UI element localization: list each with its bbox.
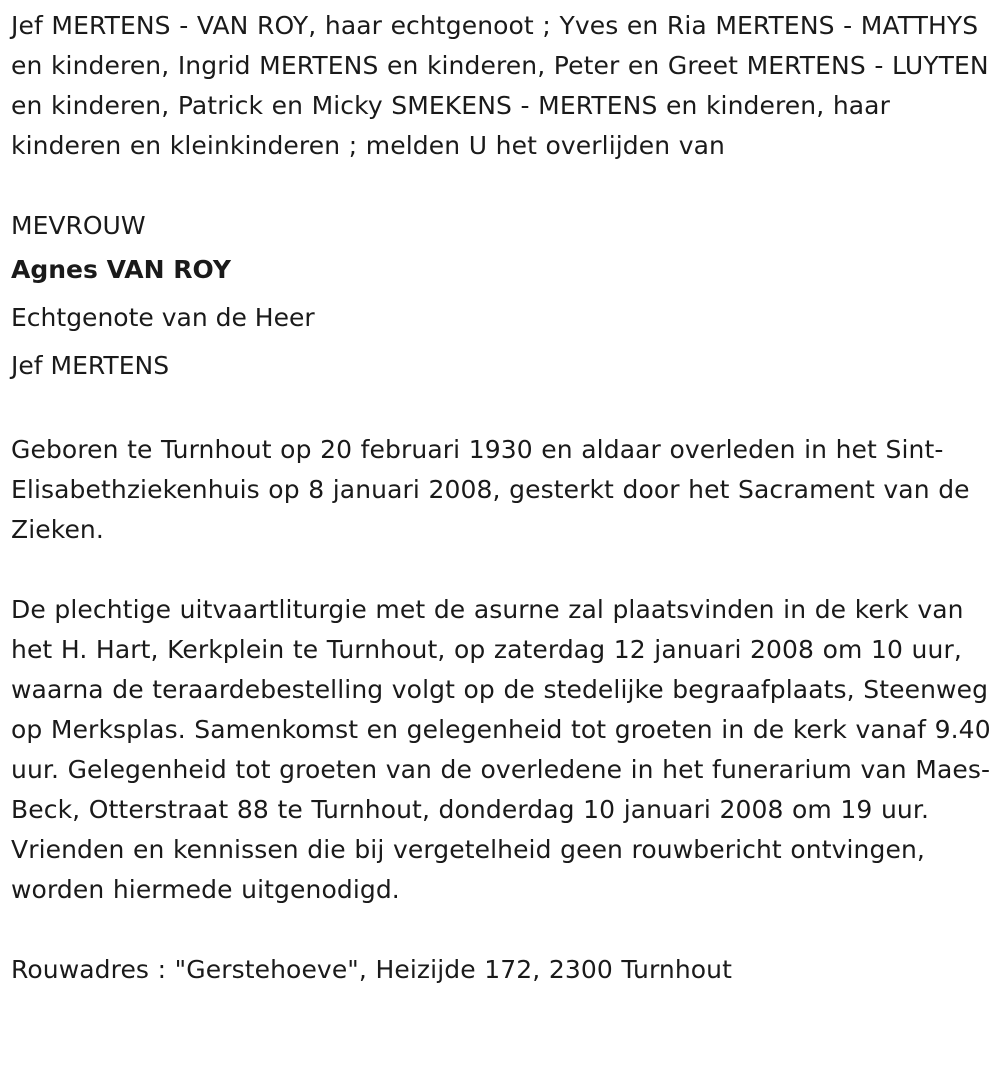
- birth-death-paragraph: Geboren te Turnhout op 20 februari 1930 en aldaar overleden in het Sint-Elisabethziekenhuis op 8 januari 2008, gesterkt door het Sacrament van de Zieken.: [11, 435, 970, 544]
- spacer: [11, 390, 991, 430]
- spouse-label: Echtgenote van de Heer: [11, 303, 315, 332]
- spacer: [11, 910, 991, 950]
- spouse-name: Jef MERTENS: [11, 351, 170, 380]
- spacer: [11, 550, 991, 590]
- ceremony-paragraph: De plechtige uitvaartliturgie met de asurne zal plaatsvinden in de kerk van het H. Hart, Kerkplein te Turnhout, op zaterdag 12 januari 2008 om 10 uur, waarna de teraardebestelling volgt op de stedelijke begraafplaats, Steenweg op Merksplas. Samenkomst en gelegenheid tot groeten in de kerk vanaf 9.40 uur. Gelegenheid tot groeten van de overledene in het funerarium van Maes-Beck, Otterstraat 88 te Turnhout, donderdag 10 januari 2008 om 19 uur. Vrienden en kennissen die bij vergetelheid geen rouwbericht ontvingen, worden hiermede uitgenodigd.: [11, 595, 991, 904]
- spacer: [11, 166, 991, 206]
- deceased-name: Agnes VAN ROY: [11, 255, 231, 284]
- honorific: MEVROUW: [11, 211, 146, 240]
- obituary-document: [11, 6, 991, 990]
- intro-paragraph: Jef MERTENS - VAN ROY, haar echtgenoot ; Yves en Ria MERTENS - MATTHYS en kinderen, Ingrid MERTENS en kinderen, Peter en Greet MERTENS - LUYTEN en kinderen, Patrick en Micky SMEKENS - MERTENS en kinderen, haar kinderen en kleinkinderen ; melden U het overlijden van: [11, 11, 989, 160]
- mourning-address: Rouwadres : "Gerstehoeve", Heizijde 172, 2300 Turnhout: [11, 955, 733, 984]
